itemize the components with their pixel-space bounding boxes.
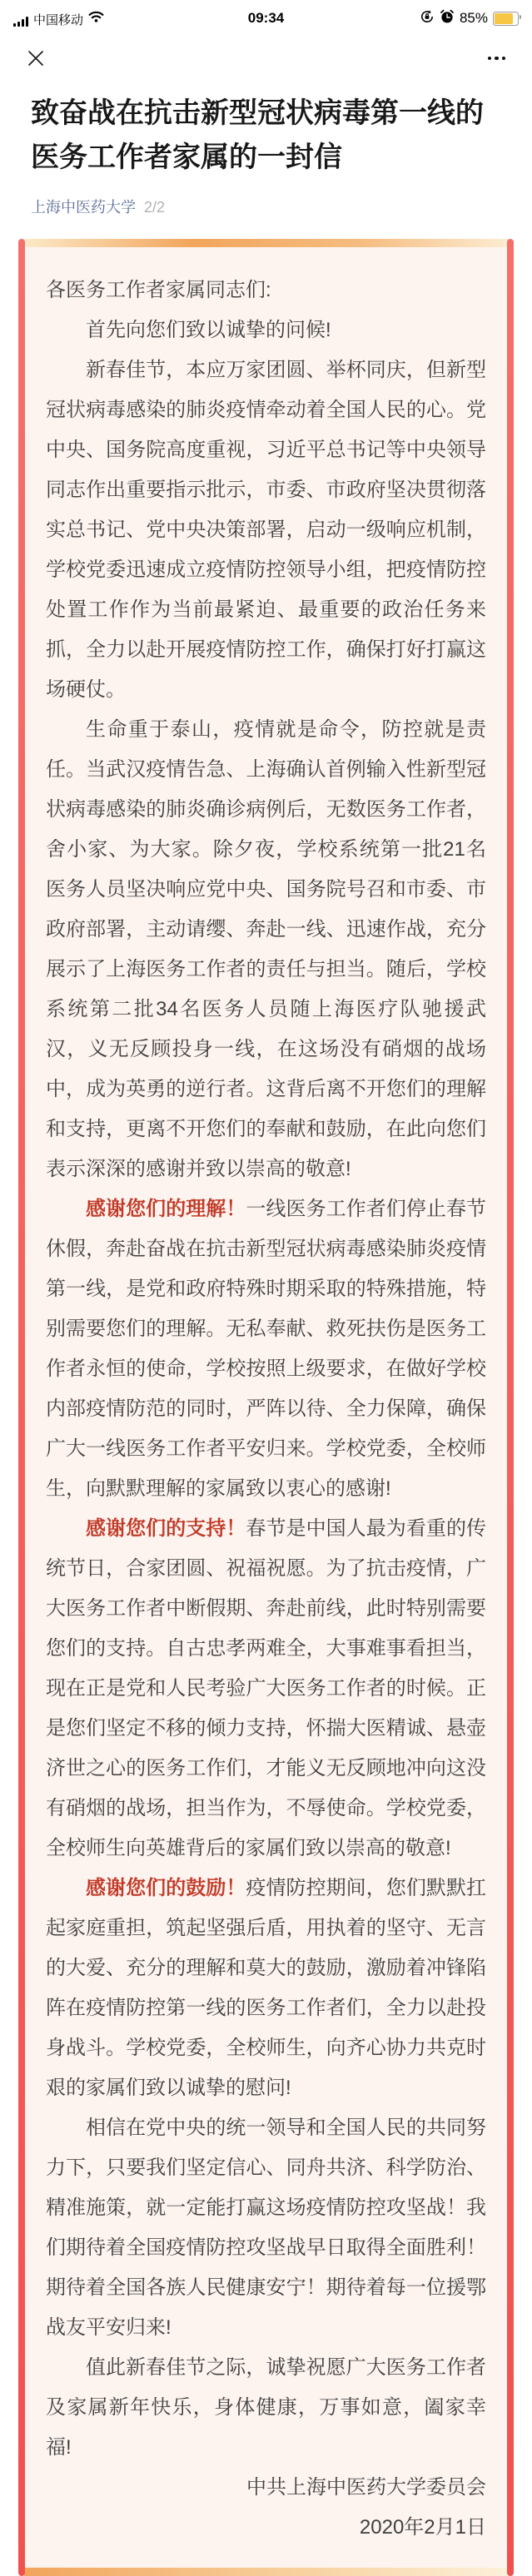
- letter-salutation: 各医务工作者家属同志们:: [46, 279, 271, 302]
- source-account-link[interactable]: 上海中医药大学: [31, 199, 136, 216]
- letter-paragraph: [46, 710, 486, 1189]
- battery-icon: [493, 12, 519, 26]
- letter-body: [24, 247, 508, 2568]
- paragraph-text: 疫情防控期间，您们默默扛起家庭重担，筑起坚强后盾，用执着的坚守、无言的大爱、充分的理解和莫大的鼓励，激励着冲锋陷阵在疫情防控第一线的医务工作者们，全力以赴投身战斗。学校党委，全校师生，向齐心协力共克时艰的家属们致以诚挚的慰问!: [46, 1877, 486, 2100]
- close-button[interactable]: [25, 47, 47, 69]
- letter-signature: 中共上海中医药大学委员会: [246, 2476, 486, 2499]
- clock-time: 09:34: [247, 10, 285, 26]
- letter-card: [18, 239, 514, 2576]
- more-menu-button[interactable]: [486, 52, 508, 66]
- status-bar: [0, 0, 532, 37]
- article-title: 致奋战在抗击新型冠状病毒第一线的医务工作者家属的一封信: [31, 97, 484, 173]
- nav-bar: [0, 37, 532, 80]
- paragraph-text: 新春佳节，本应万家团圆、举杯同庆，但新型冠状病毒感染的肺炎疫情牵动着全国人民的心。党中央、国务院高度重视，习近平总书记等中央领导同志作出重要指示批示，市委、市政府坚决贯彻落实总书记、党中央决策部署，启动一级响应机制，学校党委迅速成立疫情防控领导小组，把疫情防控处置工作作为当前最紧迫、最重要的政治任务来抓，全力以赴开展疫情防控工作，确保打好打赢这场硬仗。: [46, 359, 486, 702]
- byline: [31, 196, 501, 217]
- paragraph-text: 一线医务工作者们停止春节休假，奔赴奋战在抗击新型冠状病毒感染肺炎疫情第一线，是党和政府特殊时期采取的特殊措施，特别需要您们的理解。无私奉献、救死扶伤是医务工作者永恒的使命，学校按照上级要求，在做好学校内部疫情防范的同时，严阵以待、全力保障，确保广大一线医务工作者平安归来。学校党委，全校师生，向默默理解的家属致以衷心的感谢!: [46, 1198, 486, 1501]
- letter-paragraph: [46, 2348, 486, 2468]
- carrier-label: 中国移动: [33, 12, 84, 27]
- paragraph-text: 相信在党中央的统一领导和全国人民的共同努力下，只要我们坚定信心、同舟共济、科学防治、精准施策，就一定能打赢这场疫情防控攻坚战！我们期待着全国疫情防控攻坚战早日取得全面胜利！期待着全国各族人民健康安宁！期待着每一位援鄂战友平安归来!: [46, 2117, 486, 2340]
- left-red-border-bar: [18, 239, 25, 2576]
- paragraph-red-lead: 感谢您们的支持！: [86, 1517, 246, 1541]
- top-orange-strip: [24, 239, 508, 247]
- paragraph-text: 生命重于泰山，疫情就是命令，防控就是责任。当武汉疫情告急、上海确认首例输入性新型冠状病毒感染的肺炎确诊病例后，无数医务工作者，舍小家、为大家。除夕夜，学校系统第一批21名医务人员坚决响应党中央、国务院号召和市委、市政府部署，主动请缨、奔赴一线、迅速作战，充分展示了上海医务工作者的责任与担当。随后，学校系统第二批34名医务人员随上海医疗队驰援武汉，义无反顾投身一线，在这场没有硝烟的战场中，成为英勇的逆行者。这背后离不开您们的理解和支持，更离不开您们的奉献和鼓励，在此向您们表示深深的感谢并致以崇高的敬意!: [46, 718, 486, 1181]
- letter-paragraph: [46, 1189, 486, 1509]
- paragraph-text: 值此新春佳节之际，诚挚祝愿广大医务工作者及家属新年快乐，身体健康，万事如意，阖家幸福!: [46, 2356, 486, 2459]
- rotation-lock-icon: [420, 9, 435, 28]
- alarm-icon: [440, 9, 455, 28]
- letter-paragraph: [46, 2108, 486, 2348]
- letter-paragraph: [46, 1869, 486, 2108]
- right-red-border-bar: [507, 239, 514, 2576]
- paragraph-text: 首先向您们致以诚挚的问候!: [86, 319, 331, 342]
- letter-paragraph: [46, 1509, 486, 1869]
- page-indicator: 2/2: [144, 199, 166, 216]
- bottom-orange-strip: [24, 2568, 508, 2576]
- letter-paragraph: [46, 350, 486, 710]
- letter-inner: [24, 239, 508, 2576]
- letter-date: 2020年2月1日: [359, 2516, 486, 2539]
- paragraph-red-lead: 感谢您们的鼓励！: [86, 1877, 246, 1900]
- paragraph-red-lead: 感谢您们的理解！: [86, 1198, 246, 1221]
- paragraph-text: 春节是中国人最为看重的传统节日，合家团圆、祝福祝愿。为了抗击疫情，广大医务工作者中断假期、奔赴前线，此时特别需要您们的支持。自古忠孝两难全，大事难事看担当，现在正是党和人民考验广大医务工作者的时候。正是您们坚定不移的倾力支持，怀揣大医精诚、悬壶济世之心的医务工作们，才能义无反顾地冲向这没有硝烟的战场，担当作为，不辱使命。学校党委，全校师生向英雄背后的家属们致以崇高的敬意!: [46, 1517, 486, 1860]
- battery-percent-label: 85%: [459, 10, 488, 26]
- letter-paragraph: [46, 310, 486, 350]
